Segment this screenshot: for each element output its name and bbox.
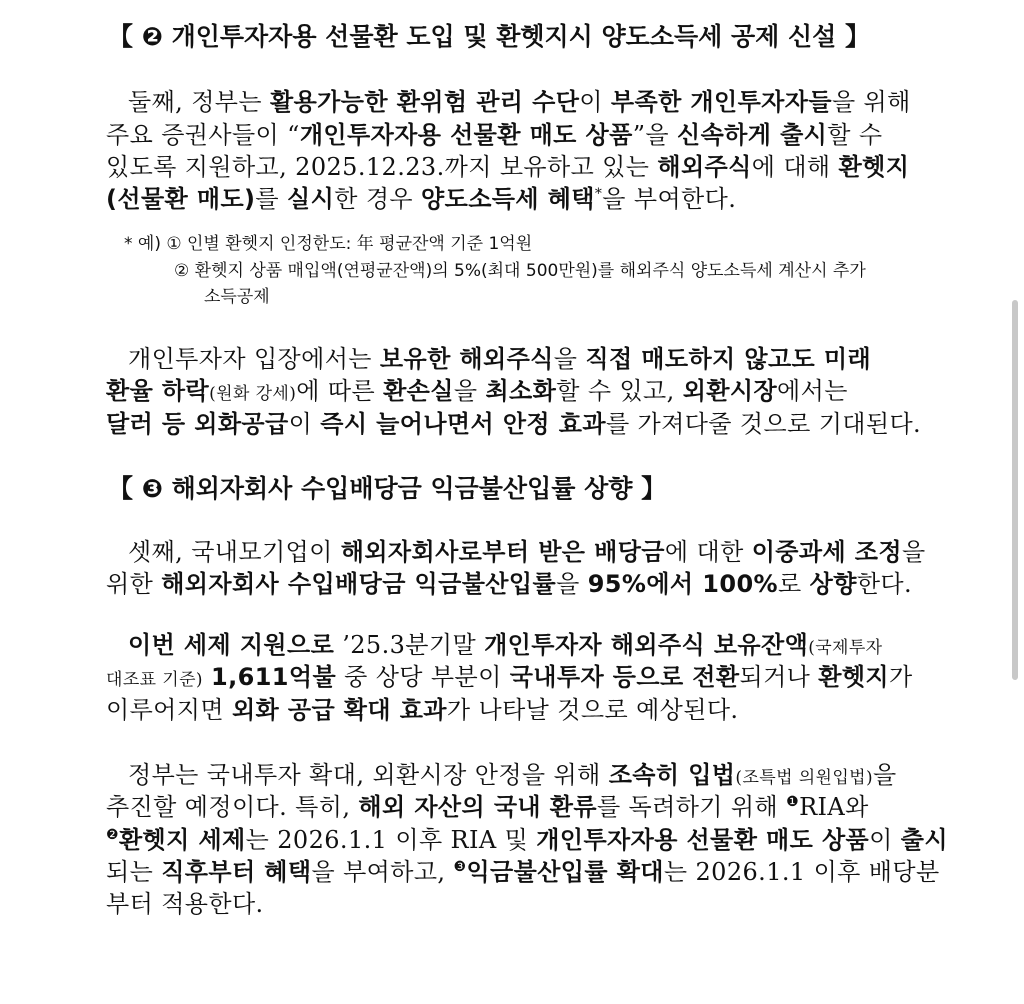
text-line: 이번 세제 지원으로 ’25.3분기말 개인투자자 해외주식 보유잔액(국제투자 <box>128 631 883 659</box>
text-line: 셋째, 국내모기업이 해외자회사로부터 받은 배당금에 대한 이중과세 조정을 <box>128 538 926 566</box>
text-line: $^❷$환헷지 세제는 2026.1.1 이후 RIA 및 개인투자자용 선물환 매도 상품이 출시 <box>106 826 948 854</box>
section-heading-3: 【 ❸ 해외자회사 수입배당금 익금불산입률 상향 】 <box>108 474 667 503</box>
text-line: 환율 하락(원화 강세)에 따른 환손실을 최소화할 수 있고, 외환시장에서는 <box>106 377 848 405</box>
footnote-line: 소득공제 <box>204 287 270 307</box>
text-line: 달러 등 외화공급이 즉시 늘어나면서 안정 효과를 가져다줄 것으로 기대된다. <box>106 410 922 438</box>
text-line: 둘째, 정부는 활용가능한 환위험 관리 수단이 부족한 개인투자자들을 위해 <box>128 88 911 116</box>
text-line: (선물환 매도)를 실시한 경우 양도소득세 혜택*을 부여한다. <box>106 185 737 213</box>
scrollbar[interactable] <box>1012 300 1018 680</box>
text-line: 이루어지면 외화 공급 확대 효과가 나타날 것으로 예상된다. <box>106 696 739 724</box>
text-line: 개인투자자 입장에서는 보유한 해외주식을 직접 매도하지 않고도 미래 <box>128 345 872 373</box>
text-line: 대조표 기준) 1,611억불 중 상당 부분이 국내투자 등으로 전환되거나 환헷지가 <box>106 663 913 691</box>
text-line: 추진할 예정이다. 특히, 해외 자산의 국내 환류를 독려하기 위해 $^❶$RIA와 <box>106 793 869 821</box>
text-line: 주요 증권사들이 “개인투자자용 선물환 매도 상품”을 신속하게 출시할 수 <box>106 121 883 149</box>
text-line: 있도록 지원하고, 2025.12.23.까지 보유하고 있는 해외주식에 대해 환헷지 <box>106 153 910 181</box>
section-heading-2: 【 ❷ 개인투자자용 선물환 도입 및 환헷지시 양도소득세 공제 신설 】 <box>108 22 870 51</box>
footnote-line: ② 환헷지 상품 매입액(연평균잔액)의 5%(최대 500만원)를 해외주식 양도소득세 계산시 추가 <box>174 261 866 281</box>
text-line: 부터 적용한다. <box>106 890 264 918</box>
text-line: 되는 직후부터 혜택을 부여하고, $^❸$익금불산입률 확대는 2026.1.1 이후 배당분 <box>106 858 940 886</box>
text-line: 정부는 국내투자 확대, 외환시장 안정을 위해 조속히 입법(조특법 의원입법)을 <box>128 761 897 789</box>
text-line: 위한 해외자회사 수입배당금 익금불산입률을 95%에서 100%로 상향한다. <box>106 570 913 598</box>
footnote-line: * 예) ① 인별 환헷지 인정한도: 年 평균잔액 기준 1억원 <box>124 234 533 254</box>
